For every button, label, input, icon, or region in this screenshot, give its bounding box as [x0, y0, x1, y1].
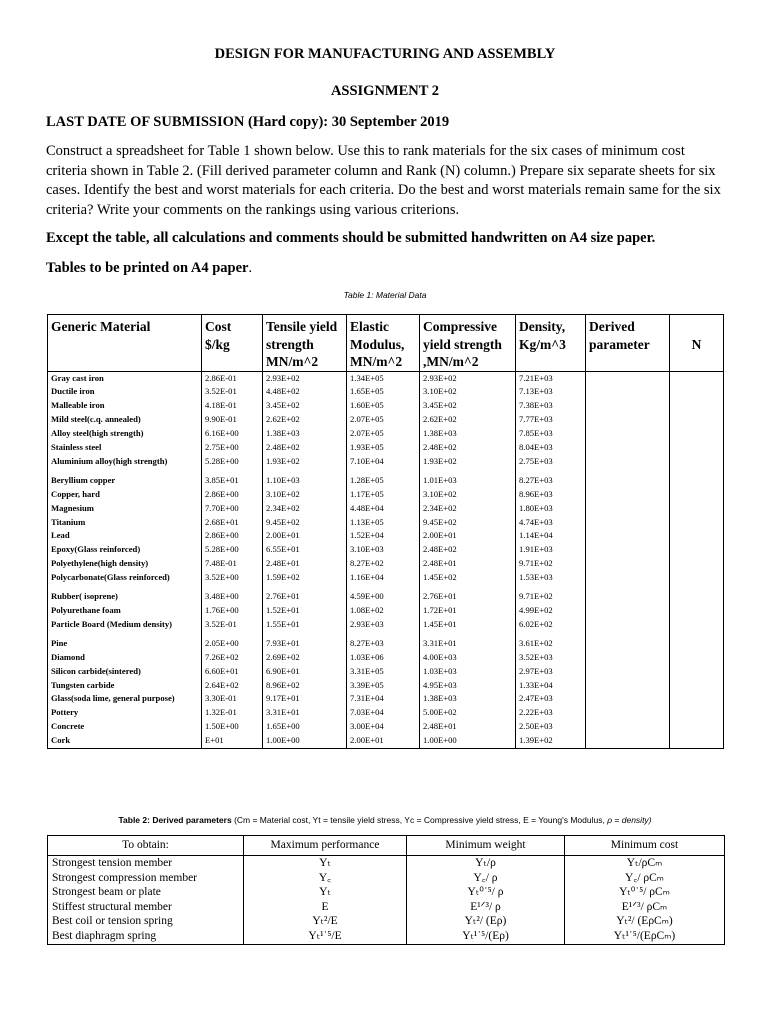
- cell-rank: [670, 529, 724, 543]
- table-row: [48, 706, 724, 720]
- cell-derived: [586, 604, 670, 618]
- derived-cell-obtain: Stiffest structural member: [48, 900, 244, 915]
- cell-cost: 5.28E+00: [202, 543, 263, 557]
- cell-elastic: 1.34E+05: [347, 371, 420, 385]
- cell-comp: 1.00E+00: [420, 734, 516, 748]
- cell-derived: [586, 516, 670, 530]
- derived-cell-weight: Yₜ/ρ: [407, 856, 565, 871]
- material-name: Tungsten carbide: [48, 679, 202, 693]
- cell-density: 2.97E+03: [516, 665, 586, 679]
- cell-density: 1.39E+02: [516, 734, 586, 748]
- table-row: [48, 914, 725, 929]
- cell-cost: 2.64E+02: [202, 679, 263, 693]
- cell-rank: [670, 571, 724, 585]
- cell-cost: 9.90E-01: [202, 413, 263, 427]
- cell-rank: [670, 543, 724, 557]
- cell-derived: [586, 618, 670, 632]
- material-name: Polyurethane foam: [48, 604, 202, 618]
- derived-cell-cost: E¹ᐟ³/ ρCₘ: [565, 900, 725, 915]
- cell-cost: 3.52E-01: [202, 385, 263, 399]
- table-row: [48, 900, 725, 915]
- print-note: [46, 260, 252, 277]
- material-name: Malleable iron: [48, 399, 202, 413]
- cell-tensile: 1.93E+02: [263, 455, 347, 469]
- cell-density: 4.74E+03: [516, 516, 586, 530]
- cell-tensile: 1.65E+00: [263, 720, 347, 734]
- cell-rank: [670, 441, 724, 455]
- cell-tensile: 2.48E+01: [263, 557, 347, 571]
- header-tensile: Tensile yield strength MN/m^2: [263, 315, 347, 372]
- derived-header-max: Maximum performance: [244, 836, 407, 856]
- derived-cell-obtain: Best coil or tension spring: [48, 914, 244, 929]
- derived-parameters-table: [47, 835, 725, 945]
- cell-density: 7.77E+03: [516, 413, 586, 427]
- table-row: [48, 385, 724, 399]
- table-row: [48, 856, 725, 871]
- derived-cell-weight: Yₜ¹˙⁵/(Eρ): [407, 929, 565, 944]
- table-row: [48, 651, 724, 665]
- cell-tensile: 1.10E+03: [263, 469, 347, 488]
- cell-rank: [670, 455, 724, 469]
- cell-density: 3.61E+02: [516, 632, 586, 651]
- material-name: Titanium: [48, 516, 202, 530]
- cell-comp: 1.01E+03: [420, 469, 516, 488]
- cell-comp: 2.48E+02: [420, 441, 516, 455]
- table-row: [48, 929, 725, 944]
- cell-tensile: 2.00E+01: [263, 529, 347, 543]
- material-name: Polyethylene(high density): [48, 557, 202, 571]
- cell-cost: 2.86E-01: [202, 371, 263, 385]
- table-row: [48, 618, 724, 632]
- cell-rank: [670, 427, 724, 441]
- derived-header-weight: Minimum weight: [407, 836, 565, 856]
- cell-elastic: 1.13E+05: [347, 516, 420, 530]
- cell-rank: [670, 604, 724, 618]
- material-name: Gray cast iron: [48, 371, 202, 385]
- cell-comp: 1.38E+03: [420, 692, 516, 706]
- table-row: [48, 885, 725, 900]
- cell-rank: [670, 413, 724, 427]
- cell-density: 1.53E+03: [516, 571, 586, 585]
- cell-comp: 9.45E+02: [420, 516, 516, 530]
- material-name: Stainless steel: [48, 441, 202, 455]
- cell-density: 8.27E+03: [516, 469, 586, 488]
- cell-derived: [586, 385, 670, 399]
- derived-cell-weight: E¹ᐟ³/ ρ: [407, 900, 565, 915]
- cell-derived: [586, 665, 670, 679]
- table-row: [48, 413, 724, 427]
- cell-tensile: 3.10E+02: [263, 488, 347, 502]
- cell-elastic: 7.31E+04: [347, 692, 420, 706]
- cell-tensile: 9.45E+02: [263, 516, 347, 530]
- cell-density: 1.14E+04: [516, 529, 586, 543]
- cell-derived: [586, 543, 670, 557]
- table-row: [48, 734, 724, 748]
- material-name: Magnesium: [48, 502, 202, 516]
- cell-rank: [670, 720, 724, 734]
- derived-header-obtain: To obtain:: [48, 836, 244, 856]
- cell-cost: 3.52E-01: [202, 618, 263, 632]
- derived-cell-obtain: Strongest compression member: [48, 871, 244, 886]
- table-row: [48, 871, 725, 886]
- cell-density: 9.71E+02: [516, 557, 586, 571]
- cell-derived: [586, 679, 670, 693]
- cell-density: 7.38E+03: [516, 399, 586, 413]
- cell-cost: 7.70E+00: [202, 502, 263, 516]
- cell-cost: 2.05E+00: [202, 632, 263, 651]
- cell-cost: 2.75E+00: [202, 441, 263, 455]
- cell-cost: 7.48E-01: [202, 557, 263, 571]
- cell-rank: [670, 469, 724, 488]
- table2-caption-text: (Cm = Material cost, Yt = tensile yield stress, Yc = Compressive yield stress, E = Young's Modulus,: [231, 815, 608, 825]
- cell-rank: [670, 385, 724, 399]
- cell-cost: 3.85E+01: [202, 469, 263, 488]
- cell-derived: [586, 502, 670, 516]
- cell-derived: [586, 455, 670, 469]
- cell-derived: [586, 441, 670, 455]
- derived-cell-weight: Y꜀/ ρ: [407, 871, 565, 886]
- cell-elastic: 7.03E+04: [347, 706, 420, 720]
- cell-density: 1.80E+03: [516, 502, 586, 516]
- material-data-table: [47, 314, 724, 749]
- cell-comp: 3.10E+02: [420, 488, 516, 502]
- table-row: [48, 399, 724, 413]
- cell-cost: 4.18E-01: [202, 399, 263, 413]
- derived-cell-cost: Yₜ/ρCₘ: [565, 856, 725, 871]
- cell-density: 2.47E+03: [516, 692, 586, 706]
- derived-cell-obtain: Strongest tension member: [48, 856, 244, 871]
- cell-comp: 2.48E+02: [420, 543, 516, 557]
- derived-header-cost: Minimum cost: [565, 836, 725, 856]
- cell-elastic: 1.52E+04: [347, 529, 420, 543]
- cell-derived: [586, 734, 670, 748]
- cell-comp: 3.31E+01: [420, 632, 516, 651]
- cell-elastic: 1.65E+05: [347, 385, 420, 399]
- cell-tensile: 1.38E+03: [263, 427, 347, 441]
- cell-derived: [586, 557, 670, 571]
- header-density: Density, Kg/m^3: [516, 315, 586, 372]
- cell-elastic: 8.27E+02: [347, 557, 420, 571]
- cell-elastic: 1.16E+04: [347, 571, 420, 585]
- cell-rank: [670, 632, 724, 651]
- cell-rank: [670, 618, 724, 632]
- cell-tensile: 6.55E+01: [263, 543, 347, 557]
- table-row: [48, 502, 724, 516]
- cell-cost: 1.32E-01: [202, 706, 263, 720]
- cell-cost: E+01: [202, 734, 263, 748]
- cell-rank: [670, 679, 724, 693]
- cell-derived: [586, 371, 670, 385]
- cell-derived: [586, 413, 670, 427]
- cell-comp: 4.00E+03: [420, 651, 516, 665]
- derived-cell-cost: Yₜ¹˙⁵/(EρCₘ): [565, 929, 725, 944]
- cell-elastic: 1.17E+05: [347, 488, 420, 502]
- cell-derived: [586, 585, 670, 604]
- cell-comp: 2.76E+01: [420, 585, 516, 604]
- cell-derived: [586, 488, 670, 502]
- cell-comp: 1.93E+02: [420, 455, 516, 469]
- cell-cost: 1.50E+00: [202, 720, 263, 734]
- cell-cost: 3.52E+00: [202, 571, 263, 585]
- derived-table-body: [48, 856, 725, 945]
- cell-tensile: 2.34E+02: [263, 502, 347, 516]
- cell-cost: 1.76E+00: [202, 604, 263, 618]
- cell-comp: 5.00E+02: [420, 706, 516, 720]
- cell-comp: 2.48E+01: [420, 720, 516, 734]
- cell-tensile: 2.93E+02: [263, 371, 347, 385]
- derived-cell-weight: Yₜ²/ (Eρ): [407, 914, 565, 929]
- cell-elastic: 1.08E+02: [347, 604, 420, 618]
- cell-tensile: 1.00E+00: [263, 734, 347, 748]
- material-name: Particle Board (Medium density): [48, 618, 202, 632]
- cell-density: 8.04E+03: [516, 441, 586, 455]
- cell-tensile: 6.90E+01: [263, 665, 347, 679]
- cell-density: 7.21E+03: [516, 371, 586, 385]
- submission-deadline: LAST DATE OF SUBMISSION (Hard copy): 30 September 2019: [46, 114, 450, 130]
- cell-density: 4.99E+02: [516, 604, 586, 618]
- cell-elastic: 2.93E+03: [347, 618, 420, 632]
- table-row: [48, 665, 724, 679]
- cell-derived: [586, 651, 670, 665]
- table-row: [48, 455, 724, 469]
- cell-rank: [670, 665, 724, 679]
- cell-rank: [670, 502, 724, 516]
- header-derived: Derived parameter: [586, 315, 670, 372]
- cell-tensile: 2.76E+01: [263, 585, 347, 604]
- cell-density: 1.91E+03: [516, 543, 586, 557]
- cell-cost: 2.68E+01: [202, 516, 263, 530]
- cell-tensile: 9.17E+01: [263, 692, 347, 706]
- header-elastic: Elastic Modulus, MN/m^2: [347, 315, 420, 372]
- cell-density: 7.13E+03: [516, 385, 586, 399]
- derived-cell-max: Yₜ: [244, 885, 407, 900]
- table-row: [48, 692, 724, 706]
- table-row: [48, 632, 724, 651]
- table-row: [48, 441, 724, 455]
- cell-cost: 3.48E+00: [202, 585, 263, 604]
- table-row: [48, 469, 724, 488]
- header-material: Generic Material: [48, 315, 202, 372]
- table-row: [48, 488, 724, 502]
- cell-elastic: 7.10E+04: [347, 455, 420, 469]
- cell-derived: [586, 706, 670, 720]
- table2-caption-italic: ρ = density): [607, 815, 652, 825]
- cell-elastic: 2.07E+05: [347, 413, 420, 427]
- material-name: Beryllium copper: [48, 469, 202, 488]
- derived-cell-max: Yₜ²/E: [244, 914, 407, 929]
- cell-rank: [670, 516, 724, 530]
- assignment-heading: ASSIGNMENT 2: [330, 83, 440, 99]
- table-row: [48, 543, 724, 557]
- material-name: Diamond: [48, 651, 202, 665]
- cell-comp: 1.45E+01: [420, 618, 516, 632]
- table-row: [48, 571, 724, 585]
- table-header-row: [48, 315, 724, 372]
- document-title: DESIGN FOR MANUFACTURING AND ASSEMBLY: [214, 46, 556, 62]
- cell-comp: 3.10E+02: [420, 385, 516, 399]
- cell-elastic: 2.07E+05: [347, 427, 420, 441]
- table2-caption: [46, 815, 724, 825]
- derived-cell-max: Y꜀: [244, 871, 407, 886]
- cell-derived: [586, 720, 670, 734]
- derived-cell-weight: Yₜ⁰˙⁵/ ρ: [407, 885, 565, 900]
- cell-rank: [670, 734, 724, 748]
- cell-elastic: 3.00E+04: [347, 720, 420, 734]
- cell-tensile: 2.62E+02: [263, 413, 347, 427]
- derived-cell-obtain: Best diaphragm spring: [48, 929, 244, 944]
- print-note-end: .: [248, 260, 253, 276]
- material-name: Epoxy(Glass reinforced): [48, 543, 202, 557]
- material-name: Rubber( isoprene): [48, 585, 202, 604]
- cell-elastic: 3.31E+05: [347, 665, 420, 679]
- material-name: Pottery: [48, 706, 202, 720]
- cell-density: 1.33E+04: [516, 679, 586, 693]
- derived-cell-max: Yₜ: [244, 856, 407, 871]
- table2-caption-bold: Table 2: Derived parameters: [118, 815, 232, 825]
- cell-cost: 6.60E+01: [202, 665, 263, 679]
- cell-cost: 6.16E+00: [202, 427, 263, 441]
- derived-header-row: [48, 836, 725, 856]
- cell-elastic: 4.59E+00: [347, 585, 420, 604]
- cell-comp: 2.34E+02: [420, 502, 516, 516]
- header-cost: Cost $/kg: [202, 315, 263, 372]
- cell-derived: [586, 529, 670, 543]
- table1-caption: Table 1: Material Data: [343, 290, 427, 300]
- cell-comp: 1.72E+01: [420, 604, 516, 618]
- derived-cell-cost: Yₜ⁰˙⁵/ ρCₘ: [565, 885, 725, 900]
- cell-tensile: 2.48E+02: [263, 441, 347, 455]
- derived-cell-max: E: [244, 900, 407, 915]
- cell-derived: [586, 427, 670, 441]
- cell-cost: 2.86E+00: [202, 529, 263, 543]
- handwritten-note: Except the table, all calculations and comments should be submitted handwritten on A4 size paper.: [46, 230, 656, 246]
- cell-tensile: 1.59E+02: [263, 571, 347, 585]
- cell-tensile: 7.93E+01: [263, 632, 347, 651]
- cell-comp: 2.48E+01: [420, 557, 516, 571]
- material-name: Lead: [48, 529, 202, 543]
- cell-density: 7.85E+03: [516, 427, 586, 441]
- cell-rank: [670, 692, 724, 706]
- cell-cost: 7.26E+02: [202, 651, 263, 665]
- cell-density: 2.75E+03: [516, 455, 586, 469]
- cell-comp: 1.38E+03: [420, 427, 516, 441]
- print-note-bold: Tables to be printed on A4 paper: [46, 260, 249, 276]
- derived-cell-obtain: Strongest beam or plate: [48, 885, 244, 900]
- cell-tensile: 2.69E+02: [263, 651, 347, 665]
- cell-cost: 3.30E-01: [202, 692, 263, 706]
- cell-derived: [586, 692, 670, 706]
- cell-tensile: 3.31E+01: [263, 706, 347, 720]
- header-rank: N: [670, 315, 724, 372]
- cell-comp: 2.93E+02: [420, 371, 516, 385]
- table-row: [48, 557, 724, 571]
- cell-tensile: 3.45E+02: [263, 399, 347, 413]
- material-name: Alloy steel(high strength): [48, 427, 202, 441]
- cell-elastic: 4.48E+04: [347, 502, 420, 516]
- cell-elastic: 3.10E+03: [347, 543, 420, 557]
- cell-elastic: 3.39E+05: [347, 679, 420, 693]
- cell-density: 2.50E+03: [516, 720, 586, 734]
- cell-elastic: 8.27E+03: [347, 632, 420, 651]
- table-row: [48, 427, 724, 441]
- table-row: [48, 529, 724, 543]
- cell-density: 2.22E+03: [516, 706, 586, 720]
- cell-density: 9.71E+02: [516, 585, 586, 604]
- derived-cell-max: Yₜ¹˙⁵/E: [244, 929, 407, 944]
- cell-tensile: 8.96E+02: [263, 679, 347, 693]
- table-row: [48, 371, 724, 385]
- cell-rank: [670, 557, 724, 571]
- cell-comp: 3.45E+02: [420, 399, 516, 413]
- cell-derived: [586, 632, 670, 651]
- cell-derived: [586, 571, 670, 585]
- cell-tensile: 4.48E+02: [263, 385, 347, 399]
- cell-elastic: 1.03E+06: [347, 651, 420, 665]
- material-table-body: [48, 371, 724, 749]
- table-row: [48, 516, 724, 530]
- material-name: Ductile iron: [48, 385, 202, 399]
- cell-density: 8.96E+03: [516, 488, 586, 502]
- material-name: Glass(soda lime, general purpose): [48, 692, 202, 706]
- cell-rank: [670, 399, 724, 413]
- table-row: [48, 604, 724, 618]
- cell-derived: [586, 399, 670, 413]
- table-row: [48, 679, 724, 693]
- cell-comp: 4.95E+03: [420, 679, 516, 693]
- cell-rank: [670, 706, 724, 720]
- material-name: Mild steel(c.q. annealed): [48, 413, 202, 427]
- cell-rank: [670, 585, 724, 604]
- cell-cost: 5.28E+00: [202, 455, 263, 469]
- cell-comp: 1.45E+02: [420, 571, 516, 585]
- material-name: Pine: [48, 632, 202, 651]
- material-name: Silicon carbide(sintered): [48, 665, 202, 679]
- instructions-paragraph: Construct a spreadsheet for Table 1 shown below. Use this to rank materials for the six cases of minimum cost criteria shown in Table 2. (Fill derived parameter column and Rank (N) column.) Prepare six separate sheets for six cases. Identify the best and worst materials for each criteria. Do the best and worst materials remain same for the six criteria? Write your comments on the rankings using various criterions.: [46, 143, 721, 218]
- material-name: Cork: [48, 734, 202, 748]
- cell-rank: [670, 651, 724, 665]
- table-row: [48, 720, 724, 734]
- derived-cell-cost: Y꜀/ ρCₘ: [565, 871, 725, 886]
- cell-elastic: 1.93E+05: [347, 441, 420, 455]
- derived-cell-cost: Yₜ²/ (EρCₘ): [565, 914, 725, 929]
- cell-comp: 1.03E+03: [420, 665, 516, 679]
- cell-derived: [586, 469, 670, 488]
- material-name: Concrete: [48, 720, 202, 734]
- cell-rank: [670, 488, 724, 502]
- cell-density: 3.52E+03: [516, 651, 586, 665]
- cell-tensile: 1.52E+01: [263, 604, 347, 618]
- cell-comp: 2.00E+01: [420, 529, 516, 543]
- cell-rank: [670, 371, 724, 385]
- cell-comp: 2.62E+02: [420, 413, 516, 427]
- cell-elastic: 1.60E+05: [347, 399, 420, 413]
- cell-elastic: 2.00E+01: [347, 734, 420, 748]
- material-name: Polycarbonate(Glass reinforced): [48, 571, 202, 585]
- cell-elastic: 1.28E+05: [347, 469, 420, 488]
- cell-tensile: 1.55E+01: [263, 618, 347, 632]
- material-name: Aluminium alloy(high strength): [48, 455, 202, 469]
- header-compressive: Compressive yield strength ,MN/m^2: [420, 315, 516, 372]
- table-row: [48, 585, 724, 604]
- cell-cost: 2.86E+00: [202, 488, 263, 502]
- material-name: Copper, hard: [48, 488, 202, 502]
- cell-density: 6.02E+02: [516, 618, 586, 632]
